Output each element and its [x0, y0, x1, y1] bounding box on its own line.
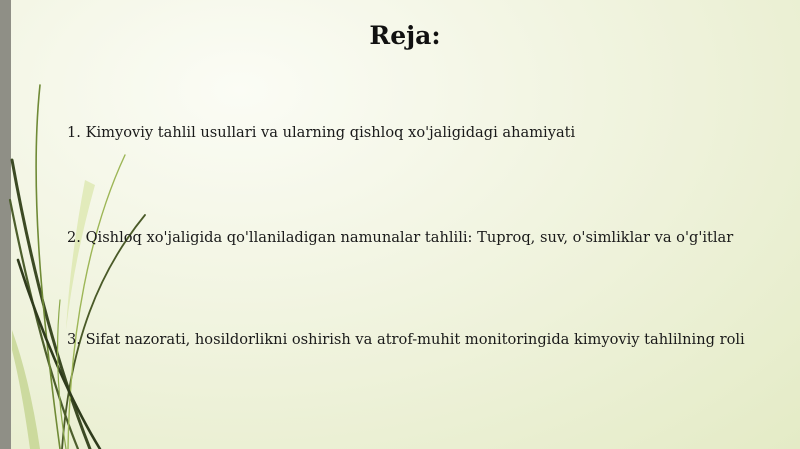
grass-blade — [36, 85, 60, 449]
leaf-shape — [12, 330, 40, 449]
grass-decoration — [0, 0, 160, 449]
plan-item-2: 2. Qishloq xo'jaligida qo'llaniladigan namunalar tahlili: Tuproq, suv, o'simliklar va o'g'itlar — [67, 229, 734, 246]
plan-item-3: 3. Sifat nazorati, hosildorlikni oshirish va atrof-muhit monitoringida kimyoviy tahlilning roli — [67, 331, 745, 348]
slide-title: Reja: — [369, 21, 441, 50]
plan-item-1: 1. Kimyoviy tahlil usullari va ularning qishloq xo'jaligidagi ahamiyati — [67, 124, 576, 141]
